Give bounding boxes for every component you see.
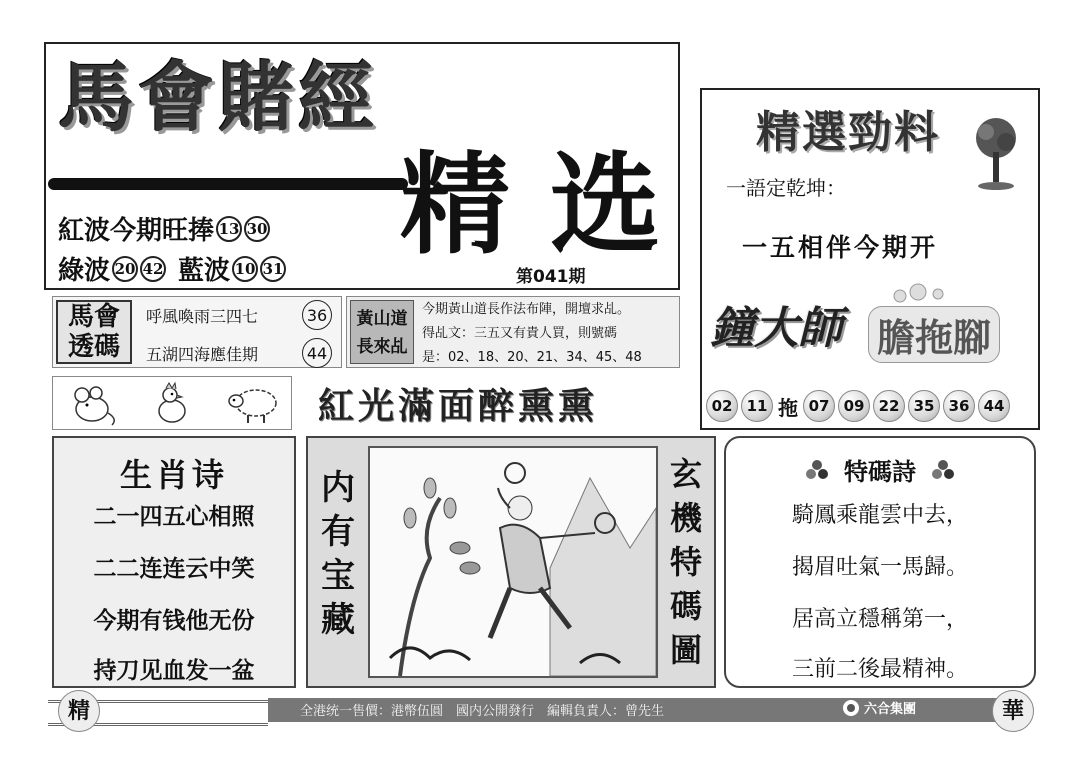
footer-right-tag: 華 (992, 690, 1034, 732)
red-wave-label: 紅波今期旺捧 (58, 216, 215, 246)
number-ball: 36 (943, 390, 975, 422)
touma-label-line: 馬會 (67, 302, 120, 332)
logo-icon (842, 699, 860, 717)
bubble-decor (890, 282, 950, 306)
number-ball: 44 (978, 390, 1010, 422)
touma-number: 36 (302, 300, 332, 330)
header-brush-stroke (48, 178, 408, 190)
rooster-icon (142, 379, 202, 427)
vertical-char: 碼 (669, 587, 702, 625)
shengxiao-panel (52, 436, 296, 688)
shengxiao-line: 持刀见血发一盆 (93, 657, 255, 684)
vertical-char: 玄 (669, 455, 702, 493)
huangshan-label (350, 300, 414, 364)
green-wave-label: 綠波 (58, 256, 111, 286)
vertical-char: 有 (321, 512, 355, 552)
jingxuan-intro: 一語定乾坤： (726, 176, 846, 200)
treasure-vertical (316, 466, 360, 642)
tree-icon (968, 112, 1024, 192)
jingxuan-phrase: 一五相伴今期开 (742, 233, 939, 262)
mouse-icon (62, 379, 122, 427)
issue-number: 第041期 (516, 267, 586, 287)
number-ball: 22 (873, 390, 905, 422)
touma-line: 呼風喚雨三四七 (146, 307, 259, 326)
temashi-title: 特碼詩 (844, 457, 916, 486)
green-wave-number: 42 (140, 256, 166, 282)
huangshan-text (422, 298, 642, 370)
huangshan-label-line: 黃山道 (356, 309, 408, 329)
number-ball: 35 (908, 390, 940, 422)
shengxiao-line: 二二连连云中笑 (93, 555, 255, 582)
footer-left-tag: 精 (58, 690, 100, 732)
temashi-line: 居高立穩稱第一， (791, 607, 968, 632)
huangshan-text-line: 得乩文：三五又有貴人買，則號碼 (422, 326, 618, 341)
red-wave-number: 13 (216, 216, 242, 242)
jingxuan-title: 精選勁料 (756, 107, 940, 158)
warrior-illustration (370, 448, 656, 676)
green-wave-number: 20 (112, 256, 138, 282)
xuanji-vertical (664, 452, 708, 672)
number-ball: 09 (838, 390, 870, 422)
red-wave-row (58, 210, 270, 247)
footer-text: 全港统一售價：港幣伍圓 國内公開發行 編輯負責人：曾先生 (300, 704, 665, 719)
temashi-title-row (726, 452, 1034, 487)
red-wave-number: 30 (244, 216, 270, 242)
touma-number: 44 (302, 338, 332, 368)
masthead-title: 馬會賭經 (58, 53, 378, 142)
shengxiao-line: 今期有钱他无份 (93, 607, 255, 634)
brand-dan-tuo-jiao: 膽拖腳 (868, 306, 1000, 363)
green-blue-wave-row (58, 250, 286, 287)
vertical-char: 藏 (321, 600, 355, 640)
shengxiao-title: 生肖诗 (119, 456, 228, 494)
touma-label-line: 透碼 (67, 332, 120, 362)
jingxuan-numbers (706, 390, 1010, 422)
illustration-frame (368, 446, 658, 678)
huangshan-text-line: 是：02、18、20、21、34、45、48 (422, 350, 642, 365)
temashi-panel (724, 436, 1036, 688)
huangshan-text-line: 今期黃山道長作法布陣，開壇求乩。 (422, 302, 631, 317)
header-art-text: 精选 (400, 140, 700, 269)
temashi-line: 騎鳳乘龍雲中去， (791, 503, 968, 528)
temashi-line: 三前二後最精神。 (791, 657, 968, 682)
number-ball: 07 (803, 390, 835, 422)
huangshan-label-line: 長來乩 (356, 337, 408, 357)
clover-icon (804, 459, 830, 481)
footer-logo-text: 六合集團 (864, 702, 917, 717)
touma-line: 五湖四海應佳期 (146, 345, 259, 364)
number-ball: 02 (706, 390, 738, 422)
tuo-label: 拖 (778, 395, 798, 420)
sheep-icon (222, 379, 286, 427)
vertical-char: 宝 (321, 556, 355, 596)
number-ball: 11 (741, 390, 773, 422)
vertical-char: 内 (321, 468, 355, 508)
blue-wave-number: 10 (232, 256, 258, 282)
clover-icon (930, 459, 956, 481)
blue-wave-number: 31 (260, 256, 286, 282)
slogan: 紅光滿面醉熏熏 (318, 385, 599, 427)
touma-label (56, 300, 132, 364)
brand-zhong-dashi: 鐘大師 (710, 303, 842, 354)
footer-logo (842, 698, 916, 717)
blue-wave-label: 藍波 (178, 256, 231, 286)
vertical-char: 圖 (669, 631, 702, 669)
vertical-char: 機 (669, 499, 702, 537)
temashi-line: 揭眉吐氣一馬歸。 (791, 555, 968, 580)
shengxiao-line: 二一四五心相照 (93, 503, 255, 530)
vertical-char: 特 (669, 543, 702, 581)
